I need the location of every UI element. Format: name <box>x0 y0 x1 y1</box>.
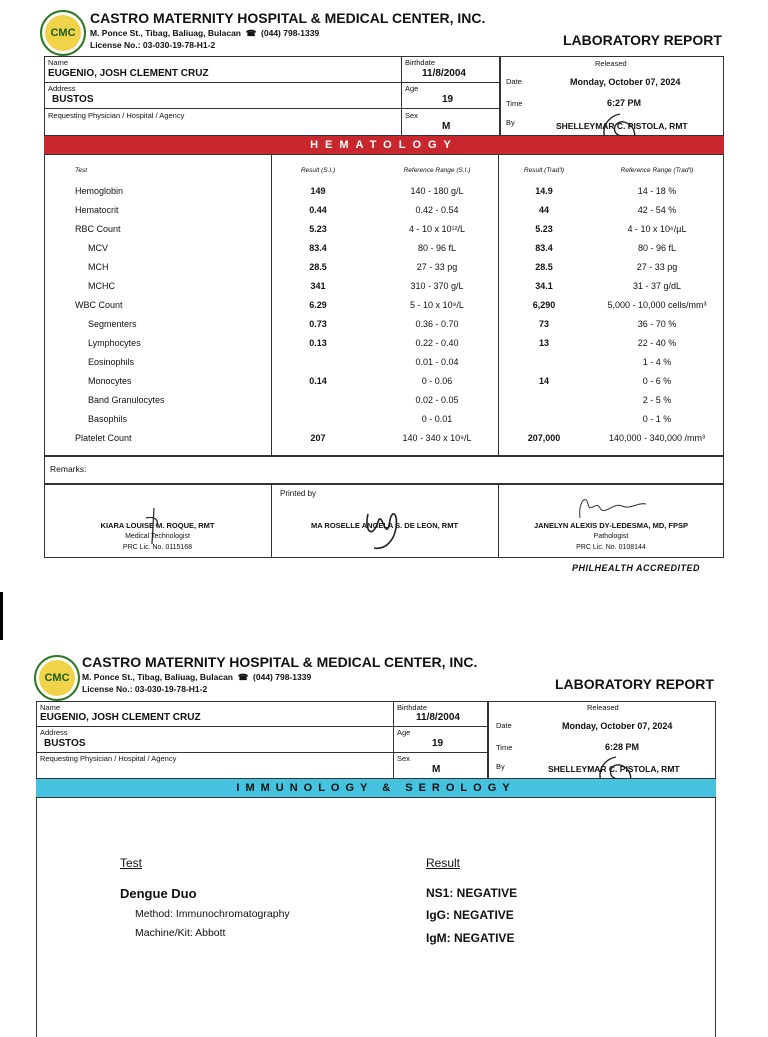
result-si: 83.4 <box>309 243 327 253</box>
result-si: 0.14 <box>309 376 327 386</box>
signatory-2-name: MA ROSELLE ANGELA S. DE LEON, RMT <box>310 521 459 530</box>
age-label: Age <box>405 84 419 93</box>
test-name: Segmenters <box>88 319 137 329</box>
sex-label: Sex <box>397 754 410 763</box>
col-trad-ref-header: Reference Range (Trad'l) <box>620 167 694 174</box>
released-label: Released <box>587 703 619 712</box>
released-by: SHELLEYMAR C. PISTOLA, RMT <box>556 121 688 131</box>
logo-text: CMC <box>44 672 70 684</box>
address-label: Address <box>40 728 68 737</box>
report-title: LABORATORY REPORT <box>563 32 722 48</box>
reference-trad: 14 - 18 % <box>637 186 677 196</box>
remarks-box <box>44 456 724 484</box>
divider <box>44 82 500 83</box>
patient-birthdate: 11/8/2004 <box>416 712 460 723</box>
signatory-1-name: KIARA LOUISE M. ROQUE, RMT <box>100 521 215 530</box>
result-igm: IgM: NEGATIVE <box>426 931 515 945</box>
reference-trad: 31 - 37 g/dL <box>632 281 682 291</box>
divider <box>393 701 394 779</box>
released-label: Released <box>595 59 627 68</box>
section-bar <box>36 779 716 797</box>
result-si: 0.44 <box>309 205 327 215</box>
col-si-ref-header: Reference Range (S.I.) <box>403 167 471 174</box>
result-si: 149 <box>310 186 326 196</box>
reference-si: 0.42 - 0.54 <box>415 205 459 215</box>
test-name: Dengue Duo <box>120 886 197 901</box>
time-label: Time <box>506 99 523 108</box>
reference-trad: 42 - 54 % <box>637 205 677 215</box>
reference-trad: 140,000 - 340,000 /mm³ <box>608 433 706 443</box>
accreditation-note: PHILHEALTH ACCREDITED <box>572 563 700 573</box>
hospital-phone: (044) 798-1339 <box>261 28 320 38</box>
hospital-name: CASTRO MATERNITY HOSPITAL & MEDICAL CENTER, INC. <box>82 654 478 670</box>
signatory-3-name: JANELYN ALEXIS DY-LEDESMA, MD, FPSP <box>533 521 689 530</box>
release-time: 6:28 PM <box>605 742 640 752</box>
physician-label: Requesting Physician / Hospital / Agency <box>40 754 177 763</box>
name-label: Name <box>48 58 69 67</box>
reference-trad: 4 - 10 x 10⁶/µL <box>627 224 687 234</box>
sex-label: Sex <box>405 111 418 120</box>
test-name: Hematocrit <box>75 205 119 215</box>
released-by: SHELLEYMAR C. PISTOLA, RMT <box>548 764 680 774</box>
patient-address: BUSTOS <box>52 94 94 105</box>
result-igg: IgG: NEGATIVE <box>426 908 514 922</box>
address-label: Address <box>48 84 76 93</box>
reference-si: 0 - 0.06 <box>421 376 453 386</box>
reference-trad: 2 - 5 % <box>642 395 672 405</box>
result-trad: 44 <box>538 205 549 215</box>
phone-icon: ☎ <box>237 672 249 682</box>
reference-si: 4 - 10 x 10¹²/L <box>408 224 466 234</box>
printed-by-label: Printed by <box>280 489 317 498</box>
reference-si: 27 - 33 pg <box>416 262 458 272</box>
by-label: By <box>506 118 515 127</box>
signatory-1-license: PRC Lic. No. 0115168 <box>122 544 193 551</box>
physician-label: Requesting Physician / Hospital / Agency <box>48 111 185 120</box>
age-label: Age <box>397 728 411 737</box>
release-time: 6:27 PM <box>607 98 642 108</box>
hospital-phone: (044) 798-1339 <box>253 672 312 682</box>
signatory-3-signature-icon <box>570 492 650 522</box>
test-name: MCV <box>88 243 108 253</box>
result-si: 6.29 <box>309 300 327 310</box>
result-trad: 13 <box>538 338 549 348</box>
reference-si: 310 - 370 g/L <box>410 281 464 291</box>
phone-icon: ☎ <box>245 28 257 38</box>
divider <box>36 752 488 753</box>
reference-si: 0 - 0.01 <box>421 414 453 424</box>
birthdate-label: Birthdate <box>397 703 428 712</box>
reference-trad: 22 - 40 % <box>637 338 677 348</box>
patient-age: 19 <box>442 94 454 105</box>
result-trad: 5.23 <box>535 224 553 234</box>
test-name: Platelet Count <box>75 433 132 443</box>
logo-text: CMC <box>50 27 76 39</box>
reference-trad: 1 - 4 % <box>642 357 672 367</box>
test-name: Eosinophils <box>88 357 135 367</box>
patient-birthdate: 11/8/2004 <box>422 68 466 79</box>
reference-si: 80 - 96 fL <box>417 243 457 253</box>
patient-age: 19 <box>432 738 444 749</box>
reference-trad: 36 - 70 % <box>637 319 677 329</box>
test-name: Hemoglobin <box>75 186 124 196</box>
signatory-1-title: Medical Technologist <box>125 533 190 540</box>
section-bar <box>44 136 724 154</box>
reference-si: 5 - 10 x 10⁹/L <box>410 300 464 310</box>
test-header: Test <box>120 856 143 870</box>
date-label: Date <box>496 721 512 730</box>
date-label: Date <box>506 77 522 86</box>
result-si: 0.13 <box>309 338 327 348</box>
result-trad: 207,000 <box>527 433 561 443</box>
test-machine: Machine/Kit: Abbott <box>135 927 226 939</box>
result-trad: 14.9 <box>535 186 553 196</box>
reference-trad: 27 - 33 pg <box>636 262 678 272</box>
result-trad: 28.5 <box>535 262 553 272</box>
result-trad: 83.4 <box>535 243 553 253</box>
divider <box>401 56 402 136</box>
section-title: HEMATOLOGY <box>310 139 458 151</box>
test-name: WBC Count <box>75 300 123 310</box>
col-trad-header: Result (Trad'l) <box>523 167 565 174</box>
reference-si: 0.22 - 0.40 <box>415 338 459 348</box>
patient-address: BUSTOS <box>44 738 86 749</box>
hospital-logo-icon <box>40 10 86 56</box>
result-trad: 73 <box>538 319 549 329</box>
result-ns1: NS1: NEGATIVE <box>426 886 518 900</box>
reference-si: 0.36 - 0.70 <box>415 319 459 329</box>
result-trad: 6,290 <box>532 300 556 310</box>
result-trad: 34.1 <box>535 281 553 291</box>
hospital-address-line <box>90 28 319 39</box>
reference-si: 140 - 340 x 10⁹/L <box>402 433 472 443</box>
by-label: By <box>496 762 505 771</box>
birthdate-label: Birthdate <box>405 58 436 67</box>
test-method: Method: Immunochromatography <box>135 908 290 920</box>
reference-trad: 0 - 6 % <box>642 376 672 386</box>
col-test-header: Test <box>75 167 88 174</box>
reference-trad: 5,000 - 10,000 cells/mm³ <box>607 300 707 310</box>
signatory-3-license: PRC Lic. No. 0108144 <box>576 544 646 551</box>
page-edge-marker <box>0 592 3 640</box>
result-si: 207 <box>310 433 326 443</box>
divider <box>44 108 500 109</box>
test-name: Lymphocytes <box>88 338 141 348</box>
section-title: IMMUNOLOGY & SEROLOGY <box>236 782 516 794</box>
test-name: RBC Count <box>75 224 121 234</box>
patient-sex: M <box>432 764 441 775</box>
patient-sex: M <box>442 121 451 132</box>
col-si-header: Result (S.I.) <box>300 167 336 174</box>
signatory-3-title: Pathologist <box>593 533 629 540</box>
reference-si: 140 - 180 g/L <box>410 186 464 196</box>
release-date: Monday, October 07, 2024 <box>570 77 681 87</box>
divider <box>36 726 488 727</box>
patient-name: EUGENIO, JOSH CLEMENT CRUZ <box>40 712 201 723</box>
test-name: Basophils <box>88 414 128 424</box>
result-si: 0.73 <box>309 319 327 329</box>
result-header: Result <box>426 856 461 870</box>
time-label: Time <box>496 743 513 752</box>
name-label: Name <box>40 703 61 712</box>
test-name: Monocytes <box>88 376 132 386</box>
hospital-address: M. Ponce St., Tibag, Baliuag, Bulacan <box>82 672 233 682</box>
hospital-address: M. Ponce St., Tibag, Baliuag, Bulacan <box>90 28 241 38</box>
result-trad: 14 <box>538 376 549 386</box>
test-name: MCH <box>88 262 109 272</box>
test-name: Band Granulocytes <box>88 395 165 405</box>
hospital-address-line <box>82 672 311 683</box>
hospital-logo-icon <box>34 655 80 701</box>
result-si: 28.5 <box>309 262 327 272</box>
reference-si: 0.01 - 0.04 <box>415 357 459 367</box>
hospital-name: CASTRO MATERNITY HOSPITAL & MEDICAL CENTER, INC. <box>90 10 486 26</box>
result-si: 341 <box>310 281 326 291</box>
reference-si: 0.02 - 0.05 <box>415 395 459 405</box>
test-name: MCHC <box>88 281 115 291</box>
release-date: Monday, October 07, 2024 <box>562 721 673 731</box>
hospital-license: License No.: 03-030-19-78-H1-2 <box>90 40 216 50</box>
reference-trad: 0 - 1 % <box>642 414 672 424</box>
report-title: LABORATORY REPORT <box>555 676 714 692</box>
patient-name: EUGENIO, JOSH CLEMENT CRUZ <box>48 68 209 79</box>
immunology-report <box>0 645 768 1024</box>
reference-trad: 80 - 96 fL <box>637 243 677 253</box>
hospital-license: License No.: 03-030-19-78-H1-2 <box>82 684 208 694</box>
result-si: 5.23 <box>309 224 327 234</box>
remarks-label: Remarks: <box>50 464 87 474</box>
